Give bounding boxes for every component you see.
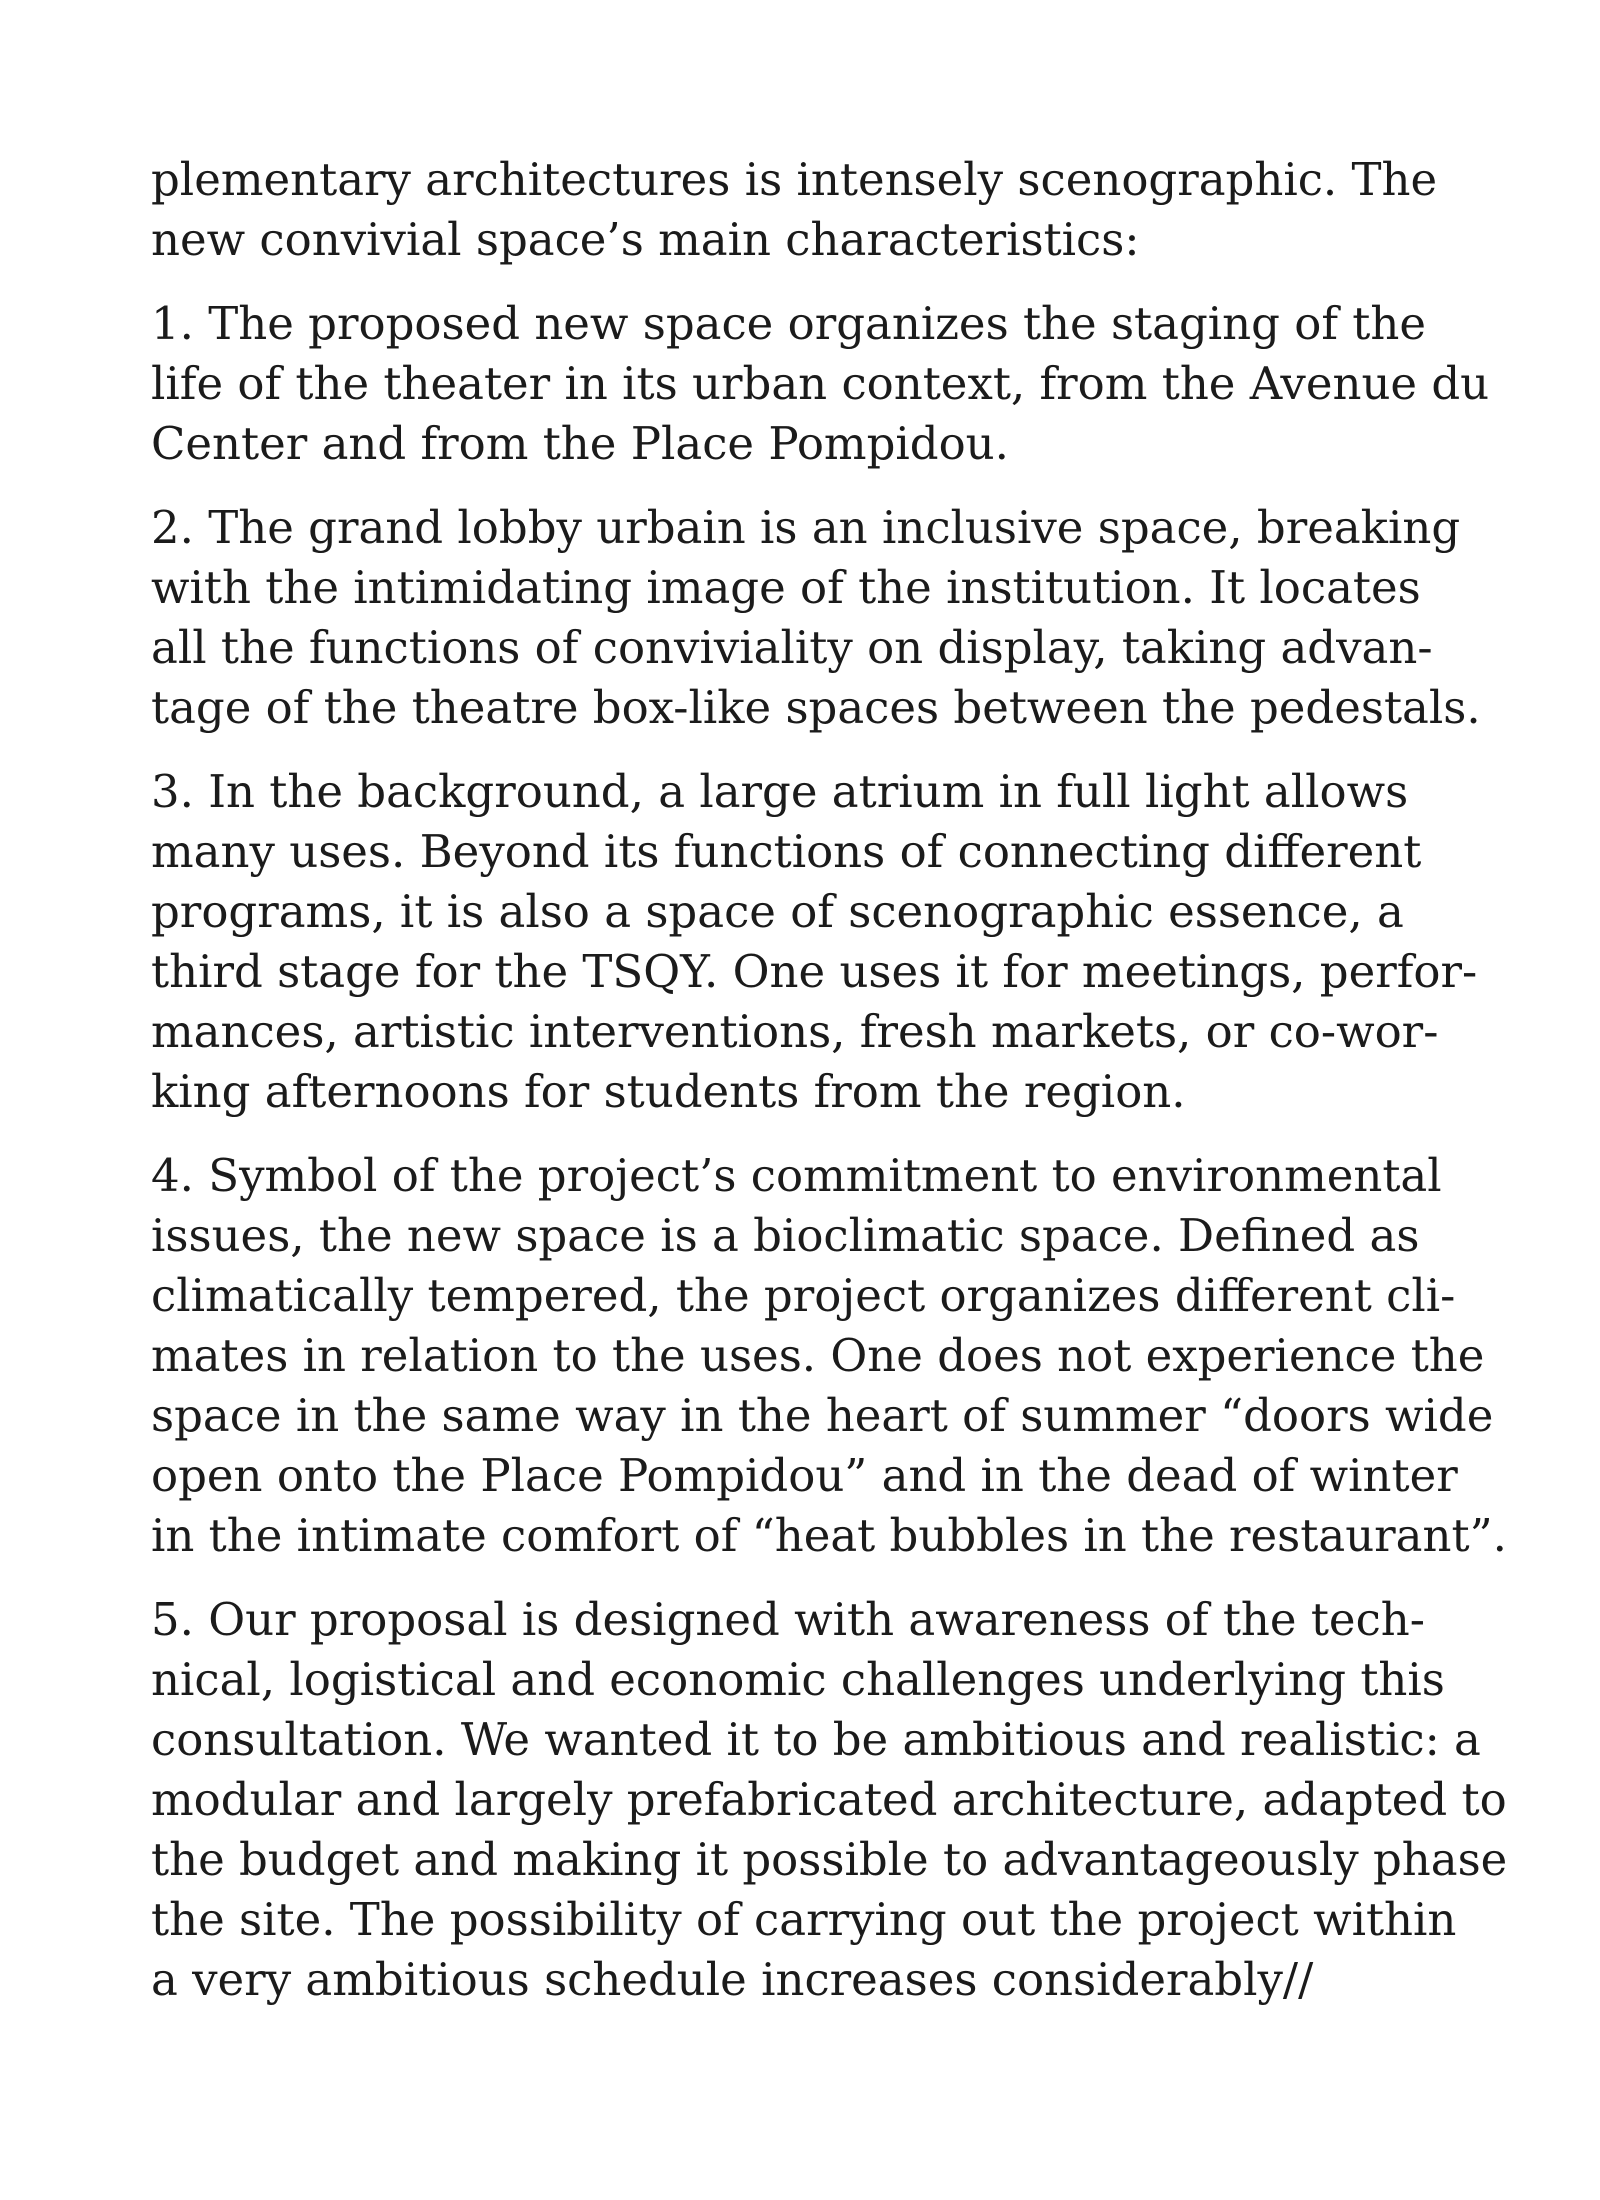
paragraph-item-5	[151, 1590, 1508, 2010]
text-line: life of the theater in its urban context, from the Avenue du	[151, 357, 1490, 410]
text-line: tage of the theatre box-like spaces between the pedestals.	[151, 681, 1481, 734]
text-line: a very ambitious schedule increases considerably//	[151, 1953, 1314, 2006]
text-line: the budget and making it possible to advantageously phase	[151, 1833, 1508, 1886]
text-line: 5. Our proposal is designed with awareness of the tech-	[151, 1593, 1425, 1646]
text-line: space in the same way in the heart of summer “doors wide	[151, 1389, 1494, 1442]
text-line: consultation. We wanted it to be ambitious and realistic: a	[151, 1713, 1481, 1766]
text-line: modular and largely prefabricated architecture, adapted to	[151, 1773, 1507, 1826]
text-line: open onto the Place Pompidou” and in the dead of winter	[151, 1449, 1458, 1502]
text-line: nical, logistical and economic challenges underlying this	[151, 1653, 1445, 1706]
paragraph-intro	[151, 150, 1471, 270]
text-line: issues, the new space is a bioclimatic space. Defined as	[151, 1209, 1420, 1262]
text-line: with the intimidating image of the institution. It locates	[151, 561, 1421, 614]
text-line: climatically tempered, the project organizes different cli-	[151, 1269, 1456, 1322]
text-line: 1. The proposed new space organizes the staging of the	[151, 297, 1427, 350]
text-line: Center and from the Place Pompidou.	[151, 417, 1009, 470]
text-line: plementary architectures is intensely scenographic. The	[151, 153, 1438, 206]
text-line: mates in relation to the uses. One does not experience the	[151, 1329, 1485, 1382]
paragraph-item-3	[151, 762, 1478, 1122]
text-line: king afternoons for students from the region.	[151, 1065, 1186, 1118]
paragraph-item-4	[151, 1146, 1507, 1566]
text-line: 3. In the background, a large atrium in full light allows	[151, 765, 1409, 818]
paragraph-item-2	[151, 498, 1481, 738]
text-line: in the intimate comfort of “heat bubbles in the restaurant”.	[151, 1509, 1507, 1562]
text-line: 2. The grand lobby urbain is an inclusive space, breaking	[151, 501, 1461, 554]
text-line: many uses. Beyond its functions of connecting different	[151, 825, 1422, 878]
text-line: mances, artistic interventions, fresh markets, or co-wor-	[151, 1005, 1439, 1058]
text-line: the site. The possibility of carrying out the project within	[151, 1893, 1457, 1946]
text-line: programs, it is also a space of scenographic essence, a	[151, 885, 1404, 938]
text-line: all the functions of conviviality on display, taking advan-	[151, 621, 1433, 674]
text-line: new convivial space’s main characteristics:	[151, 213, 1140, 266]
paragraph-item-1	[151, 294, 1490, 474]
document-page	[151, 150, 1508, 2034]
text-line: third stage for the TSQY. One uses it for meetings, perfor-	[151, 945, 1478, 998]
text-line: 4. Symbol of the project’s commitment to environmental	[151, 1149, 1442, 1202]
